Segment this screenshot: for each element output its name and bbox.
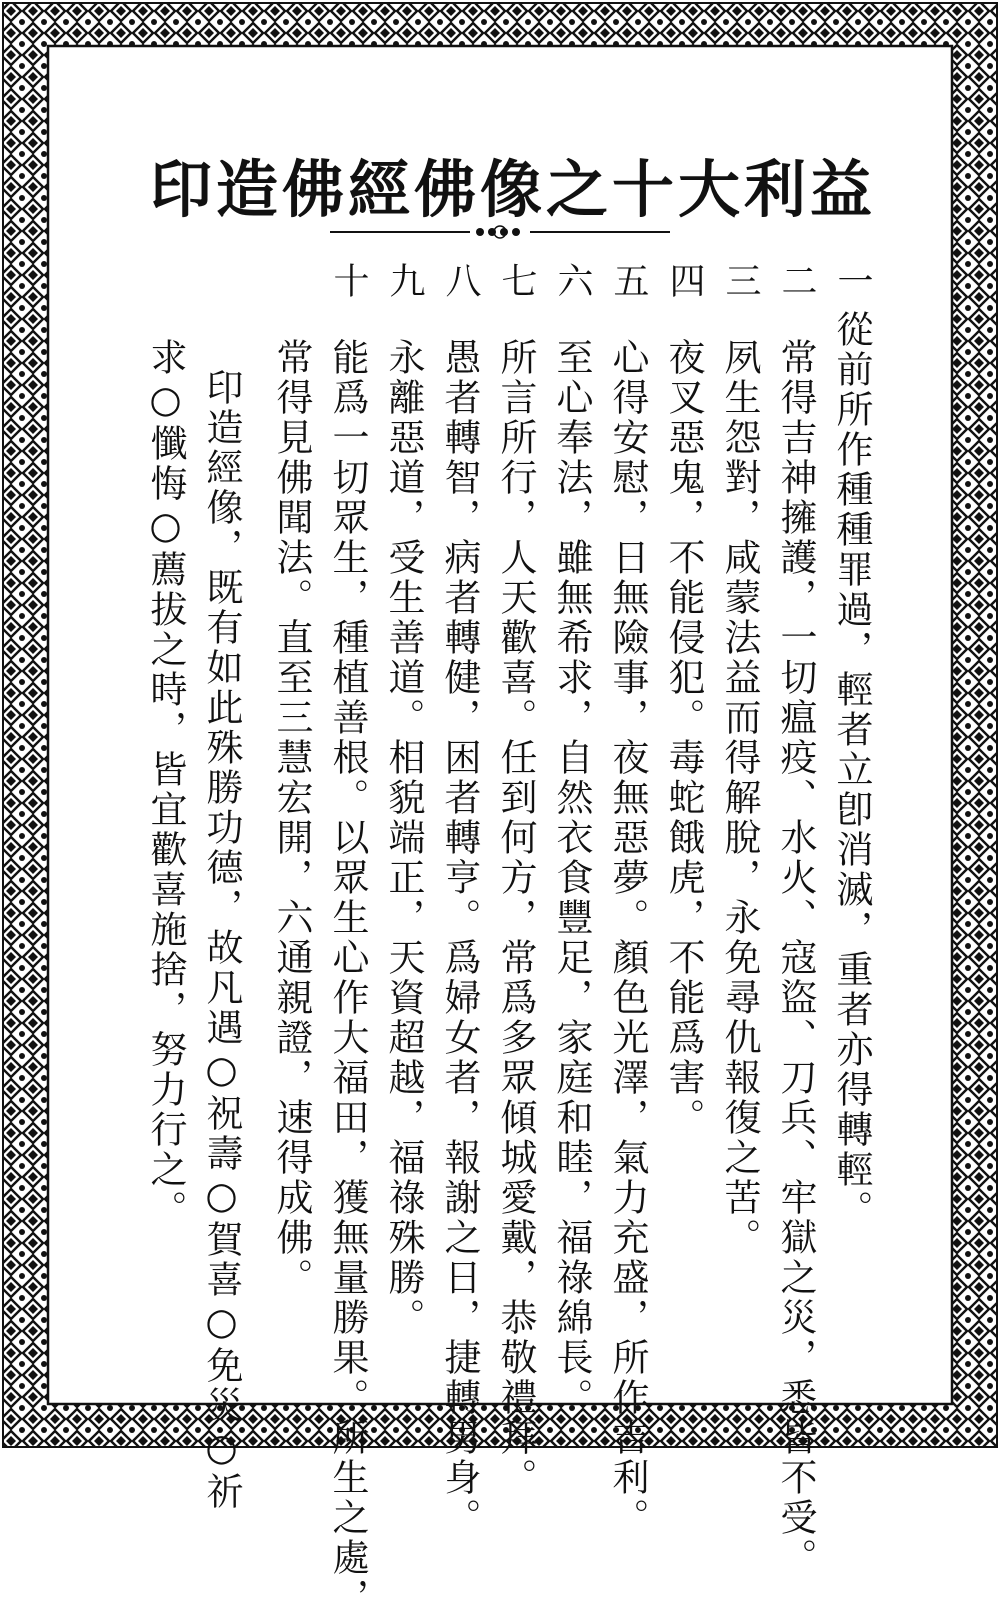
benefit-text: 永離惡道，受生善道。相貌端正，天資超越，福祿殊勝。	[382, 338, 425, 1338]
benefit-continuation: 常得見佛聞法。直至三慧宏開，六通親證，速得成佛。	[270, 338, 313, 1298]
benefit-columns	[80, 250, 900, 1618]
benefit-numeral: 七	[496, 262, 537, 301]
benefit-text: 能爲一切眾生，種植善根。以眾生心作大福田，獲無量勝果。所生之處，	[326, 338, 369, 1618]
benefit-numeral: 一	[832, 262, 873, 301]
benefit-numeral: 四	[664, 262, 705, 301]
page-title: 印造佛經佛像之十大利益	[150, 153, 877, 226]
benefit-text: 常得吉神擁護，一切瘟疫、水火、寇盜、刀兵、牢獄之災，悉皆不受。	[774, 338, 817, 1578]
benefit-text: 心得安慰，日無險事，夜無惡夢。顏色光澤，氣力充盛，所作吉利。	[606, 338, 649, 1538]
benefit-numeral: 十	[328, 262, 369, 301]
benefit-text: 愚者轉智，病者轉健，困者轉亨。爲婦女者，報謝之日，捷轉男身。	[438, 338, 481, 1538]
benefit-text: 夜叉惡鬼，不能侵犯。毒蛇餓虎，不能爲害。	[662, 338, 705, 1138]
benefit-numeral: 九	[384, 262, 425, 301]
benefit-text: 從前所作種種罪過，輕者立卽消滅，重者亦得轉輕。	[830, 310, 873, 1230]
benefit-text: 所言所行，人天歡喜。任到何方，常爲多眾傾城愛戴，恭敬禮拜。	[494, 338, 537, 1498]
benefit-numeral: 三	[720, 262, 761, 301]
closing-line: 印造經像，既有如此殊勝功德，故凡遇○祝壽○賀喜○免災○祈	[200, 368, 243, 1512]
benefit-text: 至心奉法，雖無希求，自然衣食豐足，家庭和睦，福祿綿長。	[550, 338, 593, 1418]
benefit-numeral: 六	[552, 262, 593, 301]
benefit-numeral: 五	[608, 262, 649, 301]
benefit-text: 夙生怨對，咸蒙法益而得解脫，永免尋仇報復之苦。	[718, 338, 761, 1258]
benefit-numeral: 八	[440, 262, 481, 301]
title-divider	[330, 222, 670, 242]
closing-line: 求○懺悔○薦拔之時，皆宜歡喜施捨，努力行之。	[144, 338, 187, 1230]
benefit-numeral: 二	[776, 262, 817, 301]
